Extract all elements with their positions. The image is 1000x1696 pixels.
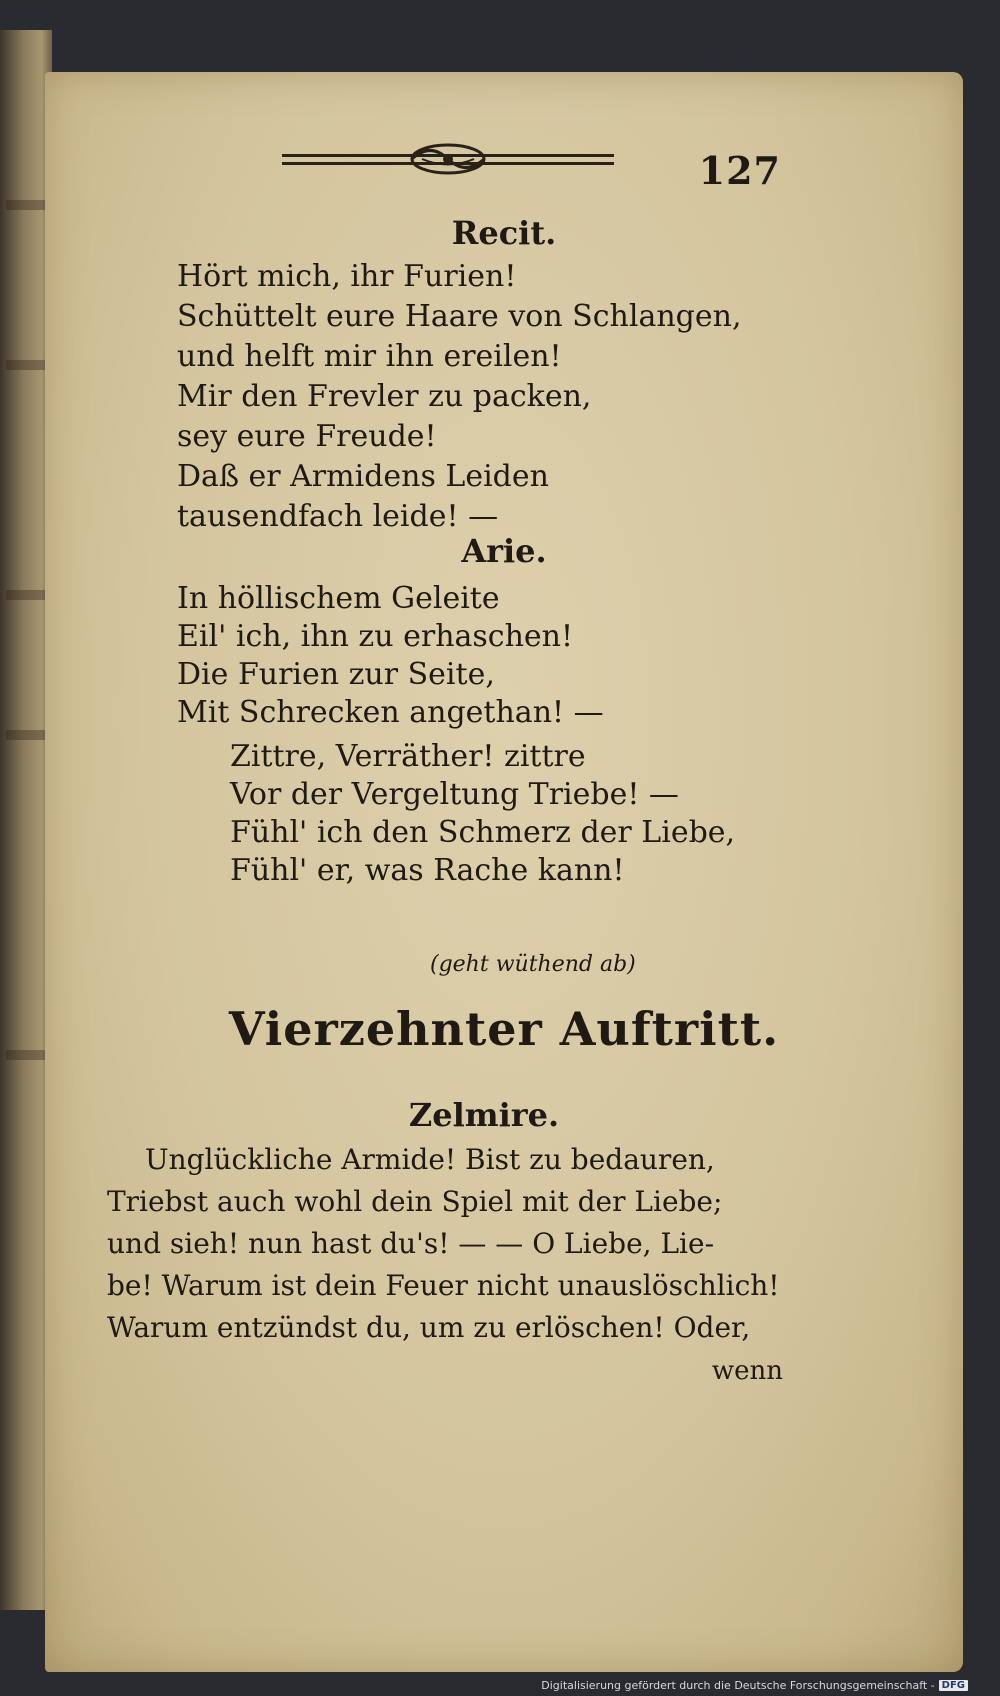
catchword: wenn xyxy=(711,1356,783,1386)
recit-heading: Recit. xyxy=(451,214,557,252)
book-page xyxy=(45,72,963,1672)
verse-line-indented: Zittre, Verräther! zittre xyxy=(230,739,586,774)
page-number: 127 xyxy=(698,148,781,193)
prose-line: be! Warum ist dein Feuer nicht unauslöschlich! xyxy=(107,1269,780,1302)
prose-line: und sieh! nun hast du's! — — O Liebe, Lie- xyxy=(107,1227,715,1260)
facing-page-text-fragment xyxy=(6,360,46,370)
arie-heading: Arie. xyxy=(461,532,547,570)
verse-line: tausendfach leide! — xyxy=(177,499,499,534)
prose-line: Triebst auch wohl dein Spiel mit der Liebe; xyxy=(107,1185,723,1218)
verse-line: Schüttelt eure Haare von Schlangen, xyxy=(177,299,742,334)
verse-line: sey eure Freude! xyxy=(177,419,437,454)
facing-page-text-fragment xyxy=(6,1050,46,1060)
verse-line: Mit Schrecken angethan! — xyxy=(177,695,604,730)
credit-text: Digitalisierung gefördert durch die Deutsche Forschungsgemeinschaft - xyxy=(541,1679,935,1692)
scene-title: Vierzehnter Auftritt. xyxy=(228,1002,780,1056)
verse-line: Hört mich, ihr Furien! xyxy=(177,259,517,294)
digitization-credit xyxy=(541,1679,968,1692)
facing-page-text-fragment xyxy=(6,200,46,210)
dfg-logo: DFG xyxy=(939,1680,968,1691)
header-ornament-icon xyxy=(282,140,614,180)
verse-line-indented: Fühl' ich den Schmerz der Liebe, xyxy=(230,815,736,850)
stage-direction: (geht wüthend ab) xyxy=(430,952,636,977)
facing-page-text-fragment xyxy=(6,730,46,740)
verse-line: und helft mir ihn ereilen! xyxy=(177,339,562,374)
prose-line: Unglückliche Armide! Bist zu bedauren, xyxy=(145,1143,715,1176)
facing-page-text-fragment xyxy=(6,590,46,600)
verse-line: Mir den Frevler zu packen, xyxy=(177,379,592,414)
prose-line: Warum entzündst du, um zu erlöschen! Oder, xyxy=(107,1311,751,1344)
verse-line-indented: Fühl' er, was Rache kann! xyxy=(230,853,625,888)
verse-line: Daß er Armidens Leiden xyxy=(177,459,549,494)
verse-line-indented: Vor der Vergeltung Triebe! — xyxy=(230,777,679,812)
speaker-name: Zelmire. xyxy=(408,1096,560,1134)
verse-line: In höllischem Geleite xyxy=(177,581,500,616)
verse-line: Eil' ich, ihn zu erhaschen! xyxy=(177,619,574,654)
verse-line: Die Furien zur Seite, xyxy=(177,657,495,692)
